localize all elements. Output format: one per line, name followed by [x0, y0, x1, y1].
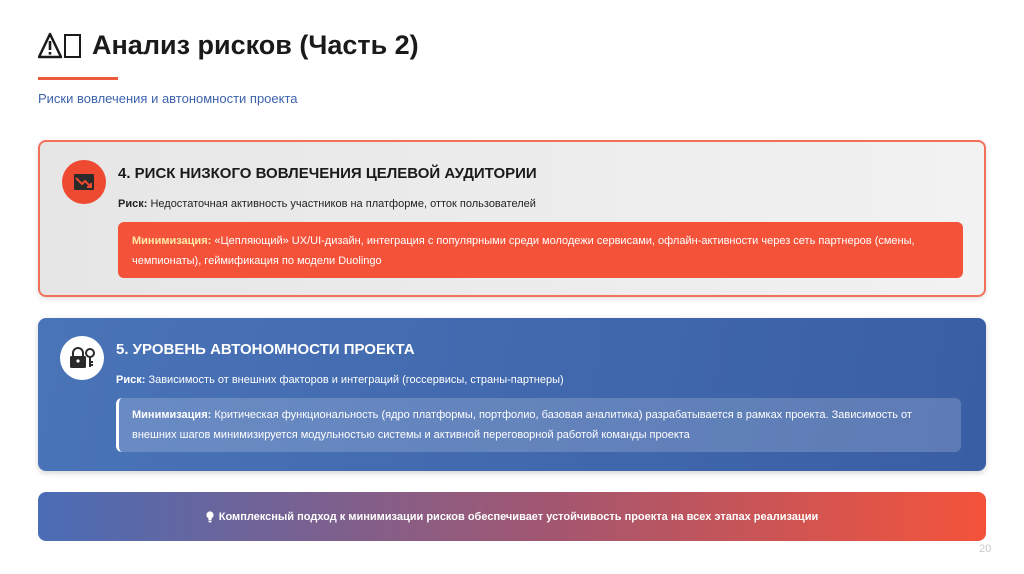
- mitigation-text: Критическая функциональность (ядро платформы, портфолио, базовая аналитика) разрабатывается в рамках проекта. Зависимость от: [214, 409, 912, 421]
- mitigation-label: Минимизация:: [132, 409, 212, 421]
- page-number: 20: [979, 543, 992, 555]
- trend-down-icon: [62, 160, 106, 204]
- risk-label: Риск:: [116, 374, 146, 386]
- page-title-text: Анализ рисков (Часть 2): [92, 30, 419, 60]
- page-subtitle: Риски вовлечения и автономности проекта: [38, 91, 298, 106]
- risk-text: Недостаточная активность участников на платформе, отток пользователей: [150, 198, 536, 210]
- risk-card-engagement: [38, 140, 986, 297]
- mitigation-box: [116, 398, 961, 452]
- summary-banner: [38, 492, 986, 541]
- risk-label: Риск:: [118, 198, 148, 210]
- mitigation-text-cont: внешних шагов минимизируется модульностью системы и активной переговорной работой команды проекта: [132, 429, 690, 441]
- risk-description: [116, 374, 564, 386]
- summary-text: Комплексный подход к минимизации рисков обеспечивает устойчивость проекта на всех этапах реализации: [218, 510, 819, 523]
- title-underline: [38, 77, 118, 80]
- warning-icon: [38, 32, 82, 60]
- mitigation-text-cont: чемпионаты), геймификация по модели Duolingo: [132, 255, 382, 267]
- risk-description: [118, 198, 536, 210]
- page-title: [38, 30, 419, 61]
- risk-card-autonomy: [38, 318, 986, 471]
- mitigation-box: [118, 222, 963, 278]
- risk-text: Зависимость от внешних факторов и интеграций (госсервисы, страны-партнеры): [148, 374, 564, 386]
- risk-heading: 5. УРОВЕНЬ АВТОНОМНОСТИ ПРОЕКТА: [116, 341, 415, 358]
- mitigation-text: «Цепляющий» UX/UI-дизайн, интеграция с популярными среди молодежи сервисами, офлайн-активности через сеть партнеров (смены,: [214, 235, 915, 247]
- risk-heading: 4. РИСК НИЗКОГО ВОВЛЕЧЕНИЯ ЦЕЛЕВОЙ АУДИТОРИИ: [118, 165, 537, 182]
- lock-key-icon: [60, 336, 104, 380]
- lightbulb-icon: [206, 511, 214, 523]
- mitigation-label: Минимизация:: [132, 235, 212, 247]
